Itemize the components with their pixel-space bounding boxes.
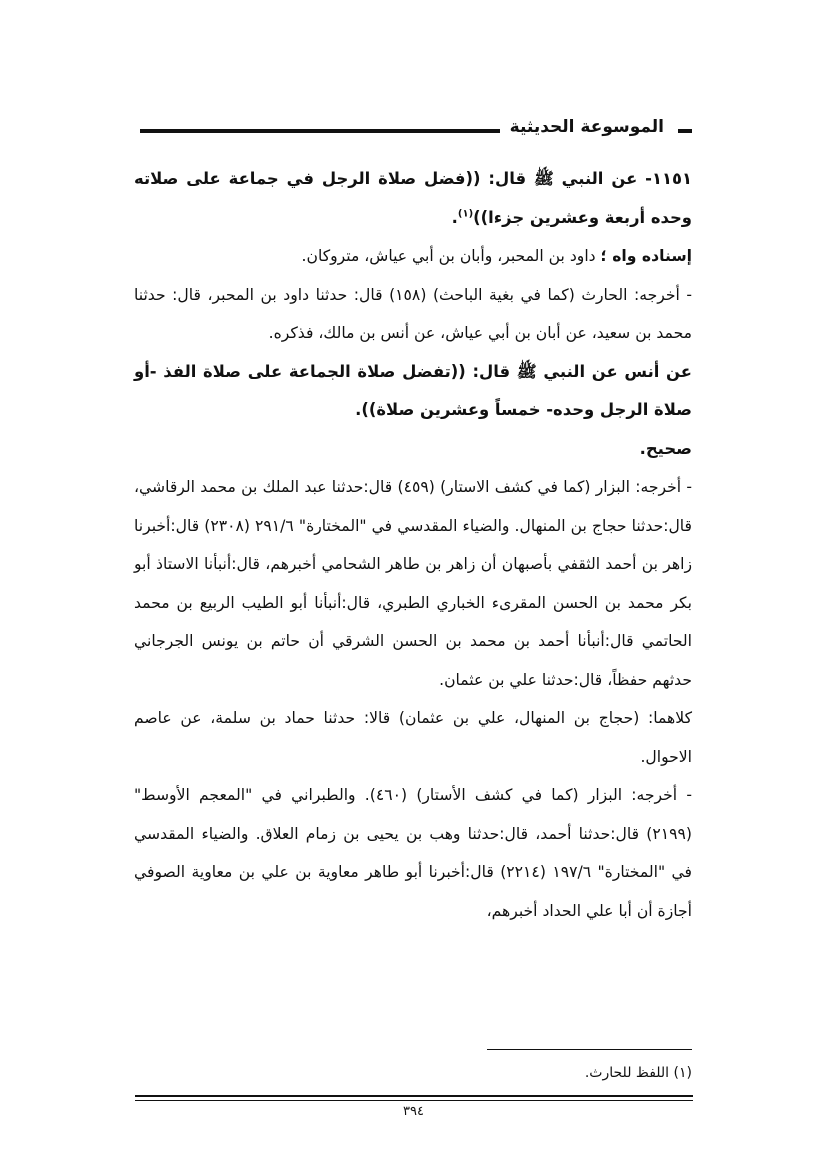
footnote [134, 1062, 692, 1084]
footnote-separator [487, 1049, 692, 1050]
isnad-grading [134, 237, 692, 276]
grading-text: داود بن المحبر، وأبان بن أبي عياش، متروكان. [301, 247, 601, 265]
bottom-rule-thick [135, 1095, 693, 1097]
footnote-number: (١) [673, 1065, 692, 1081]
takhrij-paragraph-2: - أخرجه: البزار (كما في كشف الاستار) (٤٥٩) قال:حدثنا عبد الملك بن محمد الرقاشي، قال:حدثنا حجاج بن المنهال. والضياء المقدسي في "المختارة" ٢٩١/٦ (٢٣٠٨) قال:أخبرنا زاهر بن أحمد الثقفي بأصبهان أن زاهر بن طاهر الشحامي أخبرهم، قال:أنبأنا الاستاذ أبو بكر محمد بن الحسن المقرىء الخباري الطبري، قال:أنبأنا أبو الطيب الربيع بن محمد الحاتمي قال:أنبأنا أحمد بن محمد بن الحسن الشرقي أن حاتم بن يونس الجرجاني حدثهم حفظاً، قال:حدثنا علي بن عثمان. [134, 478, 693, 689]
grading-label: إسناده واه ؛ [600, 247, 692, 265]
hadith-grading-sahih: صحيح. [639, 438, 692, 458]
footnote-text: اللفظ للحارث. [584, 1065, 670, 1081]
main-text [134, 160, 692, 930]
takhrij-paragraph-3: كلاهما: (حجاج بن المنهال، علي بن عثمان) قالا: حدثنا حماد بن سلمة، عن عاصم الاحوال. [134, 709, 692, 766]
header-title: الموسوعة الحديثية [500, 112, 678, 142]
takhrij-paragraph-1: - أخرجه: الحارث (كما في بغية الباحث) (١٥٨) قال: حدثنا داود بن المحبر، قال: حدثنا محمد بن سعيد، عن أبان بن أبي عياش، عن أنس بن مالك، فذكره. [134, 285, 692, 342]
header-rule-long [140, 129, 520, 133]
footnote-marker[interactable]: (١) [457, 208, 474, 220]
hadith-text-end: . [451, 207, 458, 227]
header-rule-short [678, 129, 692, 133]
bottom-rule-thin [135, 1100, 693, 1101]
hadith-text: ١١٥١- عن النبي ﷺ قال: ((فضل صلاة الرجل في جماعة على صلاته وحده أربعة وعشرين جزءا)) [134, 169, 692, 227]
running-header [140, 112, 692, 142]
hadith-entry-anas: عن أنس عن النبي ﷺ قال: ((تفضل صلاة الجماعة على صلاة الفذ -أو صلاة الرجل وحده- خمساً وعشرين صلاة)). [134, 361, 692, 419]
takhrij-paragraph-4: - أخرجه: البزار (كما في كشف الأستار) (٤٦٠). والطبراني في "المعجم الأوسط" (٢١٩٩) قال:حدثنا أحمد، قال:حدثنا وهب بن يحيى بن زمام العلاق. والضياء المقدسي في "المختارة" ١٩٧/٦ (٢٢١٤) قال:أخبرنا أبو طاهر معاوية بن علي بن معاوية الصوفي أجازة أن أبا علي الحداد أخبرهم، [134, 786, 692, 920]
page-number: ٣٩٤ [403, 1104, 424, 1119]
hadith-entry-1151 [134, 160, 692, 237]
